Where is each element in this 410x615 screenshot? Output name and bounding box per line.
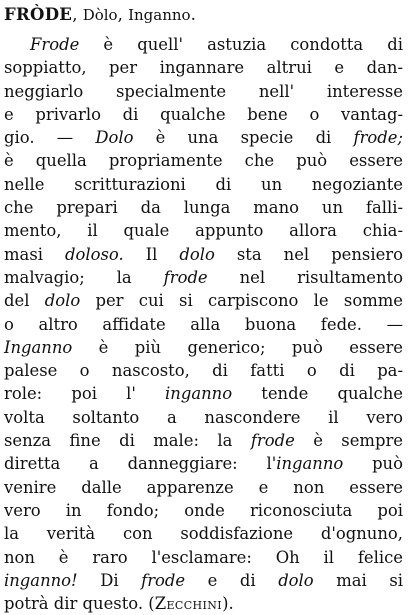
- text-line: [4, 243, 403, 266]
- text-run: nel risultamento: [207, 267, 403, 287]
- text-run: è più generico; può essere: [72, 337, 403, 357]
- text-line: [4, 219, 403, 242]
- text-run: senza fine di male: la: [4, 431, 251, 451]
- text-run: e di: [185, 570, 279, 590]
- text-run: mento, il quale appunto allora chia-: [4, 221, 403, 241]
- text-line: [4, 452, 403, 475]
- text-run: ).: [222, 594, 234, 614]
- text-line: [4, 289, 403, 312]
- text-line: [4, 126, 403, 149]
- text-run: è una specie di: [133, 128, 354, 148]
- italic-term: inganno: [276, 454, 344, 474]
- text-run: la verità con soddisfazione d'ognuno,: [4, 524, 403, 544]
- text-line: [4, 56, 403, 79]
- text-line: [4, 382, 403, 405]
- entry-body: [4, 33, 403, 615]
- italic-term: inganno!: [4, 570, 78, 590]
- text-run: che prepari da lunga mano un falli-: [4, 198, 403, 218]
- text-run: e privarlo di qualche bene o vantag-: [4, 104, 403, 124]
- text-line: [4, 266, 403, 289]
- heading-separator: ,: [117, 5, 129, 24]
- italic-term: dolo: [278, 570, 314, 590]
- text-run: mai si: [313, 570, 403, 590]
- text-run: gio. —: [4, 128, 96, 148]
- text-run: volta soltanto a nascondere il vero: [4, 407, 403, 427]
- italic-term: frode: [141, 570, 186, 590]
- italic-term: Inganno: [4, 337, 73, 357]
- text-line: [4, 429, 403, 452]
- italic-term: doloso.: [64, 244, 124, 264]
- text-run: o altro affidate alla buona fede. —: [4, 314, 403, 334]
- text-line: [4, 103, 403, 126]
- text-line: [4, 313, 403, 336]
- heading-separator: ,: [72, 5, 83, 24]
- text-line: [4, 499, 403, 522]
- text-line: [4, 196, 403, 219]
- italic-term: dolo: [179, 244, 215, 264]
- text-run: vero in fondo; onde riconosciuta poi: [4, 500, 403, 520]
- text-run: è quella propriamente che può essere: [4, 151, 403, 171]
- italic-term: frode: [163, 267, 208, 287]
- text-run: nelle scritturazioni di un negoziante: [4, 174, 403, 194]
- text-line: [4, 406, 403, 429]
- author-signature: Zecchini: [154, 594, 223, 614]
- text-line: [4, 592, 403, 615]
- text-run: del: [4, 291, 45, 311]
- entry-synonym: Inganno: [128, 6, 191, 24]
- text-line: [4, 336, 403, 359]
- text-run: sta nel pensiero: [214, 244, 403, 264]
- heading-period: .: [190, 5, 196, 24]
- text-run: è quell' astuzia condotta di: [79, 35, 403, 54]
- text-run: venire dalle apparenze e non essere: [4, 477, 403, 497]
- text-run: per cui si carpiscono le somme: [80, 291, 403, 311]
- italic-term: dolo: [44, 291, 81, 311]
- text-line: [4, 569, 403, 592]
- text-line: [4, 149, 403, 172]
- text-run: non è raro l'esclamare: Oh il felice: [4, 547, 403, 567]
- text-line: [4, 359, 403, 382]
- text-line: [4, 522, 403, 545]
- text-run: Di: [77, 570, 142, 590]
- text-line: [4, 546, 403, 569]
- text-run: diretta a danneggiare: l': [4, 454, 277, 474]
- entry-synonym: Dòlo: [82, 6, 118, 24]
- entry-heading: [4, 3, 403, 27]
- text-run: soppiatto, per ingannare altrui e dan-: [4, 58, 403, 78]
- text-run: palese o nascosto, di fatti o di pa-: [4, 361, 403, 381]
- italic-term: inganno: [165, 384, 233, 404]
- text-line: [4, 173, 403, 196]
- italic-term: frode: [250, 431, 295, 451]
- text-line: [4, 80, 403, 103]
- text-run: Il: [123, 244, 180, 264]
- text-run: neggiarlo specialmente nell' interesse: [4, 81, 403, 101]
- text-run: può: [343, 454, 403, 474]
- entry-headword: FRÒDE: [4, 5, 73, 24]
- text-run: masi: [4, 244, 65, 264]
- text-run: role: poi l': [4, 384, 166, 404]
- text-line: [4, 476, 403, 499]
- text-run: è sempre: [294, 431, 403, 451]
- text-run: tende qualche: [232, 384, 403, 404]
- italic-term: Frode: [30, 35, 80, 54]
- text-run: malvagio; la: [4, 267, 164, 287]
- text-run: potrà dir questo. (: [4, 594, 155, 614]
- text-line: [4, 33, 403, 56]
- italic-term: Dolo: [95, 128, 134, 148]
- italic-term: frode;: [353, 128, 403, 148]
